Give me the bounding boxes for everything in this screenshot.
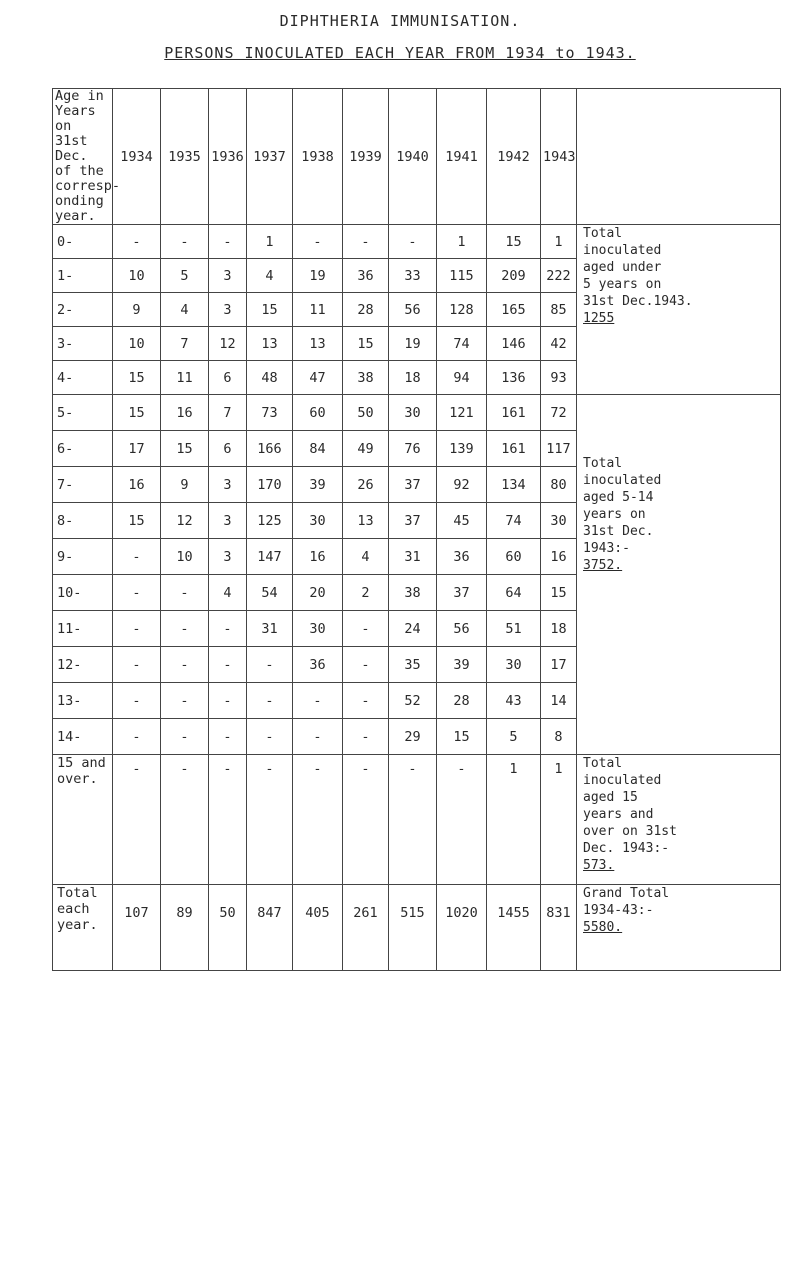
value-cell: - [113,755,161,885]
value-cell: 16 [541,539,577,575]
value-cell: 117 [541,431,577,467]
value-cell: 139 [437,431,487,467]
value-cell: 1 [247,225,293,259]
value-cell: - [437,755,487,885]
value-cell: 4 [247,259,293,293]
age-header-line: year. [55,208,96,224]
year-header: 1939 [343,89,389,225]
age-cell: 11- [53,611,113,647]
total-cell: 50 [209,885,247,971]
value-cell: 3 [209,259,247,293]
value-cell: 36 [293,647,343,683]
note-over-15-line: Total [583,756,623,771]
value-cell: - [161,755,209,885]
value-cell: 16 [161,395,209,431]
value-cell: 56 [437,611,487,647]
value-cell: 134 [487,467,541,503]
age-header-line: Age in [55,88,104,104]
value-cell: - [293,225,343,259]
year-header: 1935 [161,89,209,225]
total-cell: 847 [247,885,293,971]
value-cell: - [209,683,247,719]
value-cell: - [209,611,247,647]
value-cell: - [247,683,293,719]
value-cell: 13 [247,327,293,361]
value-cell: 7 [209,395,247,431]
value-cell: - [209,719,247,755]
value-cell: 5 [161,259,209,293]
value-cell: 24 [389,611,437,647]
value-cell: 84 [293,431,343,467]
value-cell: 72 [541,395,577,431]
value-cell: 94 [437,361,487,395]
value-cell: 15 [161,431,209,467]
note-age-5-14 [577,395,781,755]
over-15-label [53,755,113,885]
note-under-5-total: 1255 [583,311,615,326]
value-cell: 147 [247,539,293,575]
value-cell: 74 [487,503,541,539]
value-cell: 146 [487,327,541,361]
value-cell: - [247,647,293,683]
value-cell: 20 [293,575,343,611]
value-cell: 64 [487,575,541,611]
value-cell: 10 [113,327,161,361]
year-header: 1942 [487,89,541,225]
total-cell: 515 [389,885,437,971]
value-cell: 165 [487,293,541,327]
value-cell: - [209,225,247,259]
value-cell: 170 [247,467,293,503]
value-cell: 74 [437,327,487,361]
table-row [53,225,781,259]
age-cell: 4- [53,361,113,395]
value-cell: - [113,539,161,575]
value-cell: 93 [541,361,577,395]
value-cell: 13 [293,327,343,361]
value-cell: - [343,647,389,683]
value-cell: 45 [437,503,487,539]
value-cell: 26 [343,467,389,503]
value-cell: 30 [389,395,437,431]
note-age-5-14-line: Total [583,456,623,471]
value-cell: 38 [389,575,437,611]
total-cell: 405 [293,885,343,971]
value-cell: - [293,719,343,755]
value-cell: 4 [209,575,247,611]
note-age-5-14-line: years on [583,507,646,522]
note-age-5-14-total: 3752. [583,558,623,573]
value-cell: 1 [437,225,487,259]
value-cell: 15 [113,395,161,431]
page-subtitle: PERSONS INOCULATED EACH YEAR FROM 1934 to 1943. [164,44,636,62]
immunisation-table [52,88,781,971]
value-cell: - [113,225,161,259]
header-blank [577,89,781,225]
value-cell: 15 [343,327,389,361]
age-cell: 7- [53,467,113,503]
value-cell: 15 [113,361,161,395]
value-cell: 30 [541,503,577,539]
value-cell: 36 [343,259,389,293]
value-cell: 1 [541,225,577,259]
header-row [53,89,781,225]
age-cell: 3- [53,327,113,361]
note-under-5-line: 5 years on [583,277,662,292]
value-cell: 17 [113,431,161,467]
value-cell: 222 [541,259,577,293]
value-cell: - [343,225,389,259]
total-cell: 831 [541,885,577,971]
value-cell: 36 [437,539,487,575]
value-cell: 6 [209,431,247,467]
value-cell: 3 [209,467,247,503]
note-over-15-line: aged 15 [583,790,638,805]
value-cell: 30 [293,503,343,539]
total-cell: 1455 [487,885,541,971]
age-cell: 6- [53,431,113,467]
note-age-5-14-line: inoculated [583,473,662,488]
value-cell: 30 [293,611,343,647]
value-cell: - [209,647,247,683]
value-cell: 15 [113,503,161,539]
value-cell: 3 [209,503,247,539]
value-cell: - [113,611,161,647]
note-over-15 [577,755,781,885]
value-cell: 15 [541,575,577,611]
totals-label-line: each [57,901,90,917]
age-header-line: 31st Dec. [55,133,88,164]
value-cell: 37 [389,503,437,539]
age-cell: 0- [53,225,113,259]
value-cell: 85 [541,293,577,327]
age-cell: 10- [53,575,113,611]
value-cell: 38 [343,361,389,395]
value-cell: 35 [389,647,437,683]
value-cell: 3 [209,539,247,575]
value-cell: 128 [437,293,487,327]
totals-label [53,885,113,971]
value-cell: 80 [541,467,577,503]
value-cell: 1 [541,755,577,885]
value-cell: - [113,647,161,683]
total-cell: 1020 [437,885,487,971]
value-cell: 15 [247,293,293,327]
over-15-row [53,755,781,885]
value-cell: 1 [487,755,541,885]
note-age-5-14-line: aged 5-14 [583,490,654,505]
over-15-label-line: 15 and [57,755,106,771]
value-cell: 37 [389,467,437,503]
value-cell: 125 [247,503,293,539]
note-over-15-line: Dec. 1943:- [583,841,670,856]
value-cell: - [113,719,161,755]
value-cell: 166 [247,431,293,467]
value-cell: - [209,755,247,885]
age-cell: 12- [53,647,113,683]
value-cell: 6 [209,361,247,395]
note-under-5-line: Total [583,226,623,241]
value-cell: 54 [247,575,293,611]
value-cell: 11 [161,361,209,395]
value-cell: 31 [247,611,293,647]
total-cell: 261 [343,885,389,971]
value-cell: 9 [113,293,161,327]
value-cell: 209 [487,259,541,293]
value-cell: 4 [343,539,389,575]
value-cell: 136 [487,361,541,395]
age-header-line: of the [55,163,104,179]
note-over-15-line: over on 31st [583,824,677,839]
note-age-5-14-line: 1943:- [583,541,630,556]
totals-row [53,885,781,971]
value-cell: 8 [541,719,577,755]
value-cell: - [343,719,389,755]
note-age-5-14-line: 31st Dec. [583,524,654,539]
value-cell: 56 [389,293,437,327]
value-cell: 12 [209,327,247,361]
value-cell: - [343,755,389,885]
value-cell: 2 [343,575,389,611]
age-cell: 13- [53,683,113,719]
note-over-15-line: inoculated [583,773,662,788]
value-cell: 121 [437,395,487,431]
total-cell: 107 [113,885,161,971]
value-cell: 31 [389,539,437,575]
value-cell: 48 [247,361,293,395]
note-over-15-line: years and [583,807,654,822]
value-cell: 16 [113,467,161,503]
age-cell: 9- [53,539,113,575]
value-cell: 15 [487,225,541,259]
value-cell: 52 [389,683,437,719]
value-cell: 60 [487,539,541,575]
value-cell: 4 [161,293,209,327]
totals-label-line: year. [57,917,98,933]
value-cell: 10 [113,259,161,293]
value-cell: - [343,683,389,719]
age-header-line: corresp- [55,178,121,194]
value-cell: 43 [487,683,541,719]
value-cell: 11 [293,293,343,327]
value-cell: 161 [487,431,541,467]
value-cell: 14 [541,683,577,719]
value-cell: - [389,755,437,885]
over-15-label-line: over. [57,771,98,787]
age-cell: 2- [53,293,113,327]
value-cell: 13 [343,503,389,539]
value-cell: 50 [343,395,389,431]
year-header: 1936 [209,89,247,225]
value-cell: 28 [343,293,389,327]
value-cell: - [113,683,161,719]
value-cell: - [161,225,209,259]
value-cell: 19 [389,327,437,361]
age-header [53,88,121,225]
value-cell: 39 [293,467,343,503]
year-header: 1940 [389,89,437,225]
value-cell: - [247,719,293,755]
value-cell: 5 [487,719,541,755]
value-cell: 16 [293,539,343,575]
totals-label-line: Total [57,885,98,901]
value-cell: - [161,719,209,755]
value-cell: 10 [161,539,209,575]
value-cell: 47 [293,361,343,395]
note-under-5 [577,225,781,395]
note-grand-total-line: Grand Total [583,886,670,901]
value-cell: 30 [487,647,541,683]
value-cell: - [389,225,437,259]
total-cell: 89 [161,885,209,971]
value-cell: 33 [389,259,437,293]
value-cell: - [161,575,209,611]
note-grand-total [577,885,781,971]
value-cell: 92 [437,467,487,503]
value-cell: - [293,755,343,885]
value-cell: - [343,611,389,647]
value-cell: 73 [247,395,293,431]
year-header: 1943 [541,89,577,225]
value-cell: 115 [437,259,487,293]
note-grand-total-total: 5580. [583,920,623,935]
age-header-line: onding [55,193,104,209]
value-cell: 42 [541,327,577,361]
year-header: 1941 [437,89,487,225]
year-header: 1938 [293,89,343,225]
value-cell: 39 [437,647,487,683]
value-cell: 29 [389,719,437,755]
year-header: 1934 [113,89,161,225]
value-cell: 28 [437,683,487,719]
age-cell: 5- [53,395,113,431]
age-header-line: Years on [55,103,96,134]
age-cell: 8- [53,503,113,539]
value-cell: - [247,755,293,885]
value-cell: 37 [437,575,487,611]
table-row [53,395,781,431]
value-cell: - [161,647,209,683]
value-cell: 12 [161,503,209,539]
value-cell: 18 [389,361,437,395]
value-cell: 49 [343,431,389,467]
value-cell: - [293,683,343,719]
value-cell: - [113,575,161,611]
age-cell: 1- [53,259,113,293]
year-header: 1937 [247,89,293,225]
value-cell: 60 [293,395,343,431]
note-under-5-line: aged under [583,260,662,275]
note-under-5-line: 31st Dec.1943. [583,294,693,309]
value-cell: - [161,611,209,647]
value-cell: - [161,683,209,719]
value-cell: 161 [487,395,541,431]
note-over-15-total: 573. [583,858,615,873]
value-cell: 19 [293,259,343,293]
value-cell: 3 [209,293,247,327]
value-cell: 9 [161,467,209,503]
value-cell: 7 [161,327,209,361]
value-cell: 18 [541,611,577,647]
value-cell: 17 [541,647,577,683]
note-under-5-line: inoculated [583,243,662,258]
page-title: DIPHTHERIA IMMUNISATION. [279,12,521,30]
value-cell: 15 [437,719,487,755]
value-cell: 51 [487,611,541,647]
age-cell: 14- [53,719,113,755]
note-grand-total-line: 1934-43:- [583,903,654,918]
value-cell: 76 [389,431,437,467]
